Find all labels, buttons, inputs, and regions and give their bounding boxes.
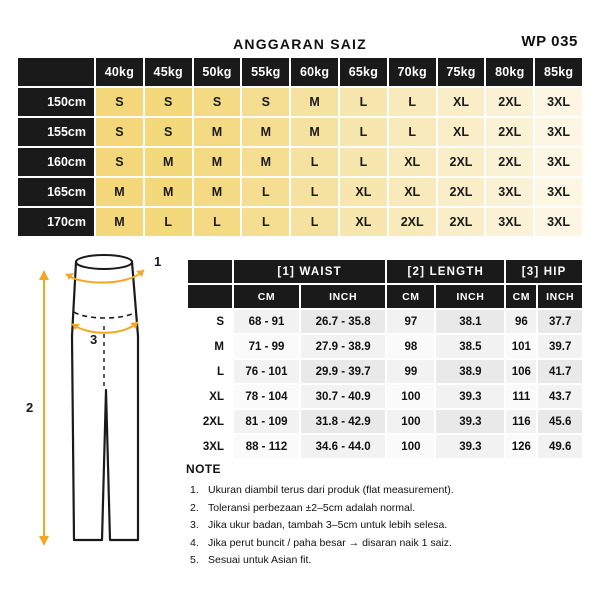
matrix-cell: L [144, 207, 193, 237]
measure-group-blank [187, 259, 233, 284]
measure-length-cm: 100 [386, 384, 435, 409]
matrix-cell: M [193, 147, 242, 177]
measure-length-inch: 38.9 [435, 359, 505, 384]
matrix-cell: XL [339, 177, 388, 207]
measure-size-label: M [187, 334, 233, 359]
measure-length-inch: 38.5 [435, 334, 505, 359]
measure-row [187, 384, 583, 409]
note-title: NOTE [186, 462, 221, 476]
matrix-cell: L [241, 177, 290, 207]
matrix-cell: XL [339, 207, 388, 237]
matrix-col-header: 65kg [339, 57, 388, 87]
matrix-row-header: 170cm [17, 207, 95, 237]
measure-sub-length-inch: INCH [435, 284, 505, 309]
matrix-row [17, 207, 583, 237]
measure-sub-waist-cm: CM [233, 284, 300, 309]
note-section [186, 462, 586, 570]
measure-length-inch: 39.3 [435, 434, 505, 459]
matrix-cell: S [95, 147, 144, 177]
measure-sub-waist-inch: INCH [300, 284, 386, 309]
note-item-text: Jika ukur badan, tambah 3–5cm untuk lebih selesa. [208, 519, 448, 531]
matrix-corner-cell [17, 57, 95, 87]
matrix-cell: 3XL [534, 117, 583, 147]
page-title: ANGGARAN SAIZ [233, 36, 367, 52]
matrix-cell: XL [388, 177, 437, 207]
matrix-cell: M [95, 177, 144, 207]
note-item [186, 517, 586, 534]
measure-waist-cm: 76 - 101 [233, 359, 300, 384]
measure-hip-cm: 111 [505, 384, 537, 409]
matrix-cell: L [388, 87, 437, 117]
matrix-col-header: 70kg [388, 57, 437, 87]
measure-sub-header-row [187, 284, 583, 309]
matrix-cell: 2XL [437, 177, 486, 207]
matrix-cell: M [290, 117, 339, 147]
matrix-cell: S [95, 87, 144, 117]
measure-size-label: XL [187, 384, 233, 409]
note-item-text: Toleransi perbezaan ±2–5cm adalah normal. [208, 501, 416, 514]
pants-measurement-diagram [14, 240, 182, 570]
matrix-cell: 2XL [485, 87, 534, 117]
measure-length-cm: 98 [386, 334, 435, 359]
matrix-col-header: 60kg [290, 57, 339, 87]
note-item [186, 552, 586, 569]
matrix-cell: XL [437, 117, 486, 147]
measure-hip-cm: 96 [505, 309, 537, 334]
measure-group-waist: [1] WAIST [233, 259, 386, 284]
matrix-col-header: 85kg [534, 57, 583, 87]
matrix-cell: S [144, 87, 193, 117]
measure-row [187, 309, 583, 334]
matrix-cell: 3XL [485, 177, 534, 207]
measure-waist-inch: 31.8 - 42.9 [300, 409, 386, 434]
measure-length-inch: 38.1 [435, 309, 505, 334]
measure-waist-inch: 29.9 - 39.7 [300, 359, 386, 384]
note-item-number: 1. [190, 484, 199, 496]
measure-waist-cm: 81 - 109 [233, 409, 300, 434]
measure-length-inch: 39.3 [435, 384, 505, 409]
matrix-cell: M [193, 177, 242, 207]
matrix-row [17, 177, 583, 207]
matrix-row [17, 87, 583, 117]
note-item-text: Sesuai untuk Asian fit. [208, 554, 312, 566]
measurement-table [186, 258, 584, 460]
measure-sub-hip-cm: CM [505, 284, 537, 309]
matrix-col-header: 55kg [241, 57, 290, 87]
matrix-cell: XL [388, 147, 437, 177]
note-item-number: 2. [190, 501, 199, 514]
measure-length-cm: 100 [386, 434, 435, 459]
measure-sub-length-cm: CM [386, 284, 435, 309]
length-arrow-head-top [39, 270, 49, 280]
matrix-cell: L [193, 207, 242, 237]
measure-waist-inch: 26.7 - 35.8 [300, 309, 386, 334]
measure-hip-inch: 45.6 [537, 409, 583, 434]
matrix-cell: M [144, 147, 193, 177]
pants-outline [72, 258, 138, 541]
note-item-text: Jika perut buncit / paha besar → disaran naik 1 saiz. [208, 536, 452, 549]
length-arrow-head-bottom [39, 536, 49, 546]
matrix-cell: S [95, 117, 144, 147]
measure-size-label: 2XL [187, 409, 233, 434]
matrix-col-header: 45kg [144, 57, 193, 87]
matrix-cell: M [95, 207, 144, 237]
matrix-cell: 3XL [534, 177, 583, 207]
matrix-col-header: 80kg [485, 57, 534, 87]
matrix-cell: 3XL [534, 147, 583, 177]
measure-row [187, 334, 583, 359]
matrix-row [17, 117, 583, 147]
note-list [186, 482, 586, 569]
measure-hip-cm: 106 [505, 359, 537, 384]
matrix-cell: S [144, 117, 193, 147]
measure-hip-cm: 101 [505, 334, 537, 359]
matrix-cell: 2XL [437, 207, 486, 237]
note-item-number: 4. [190, 536, 199, 549]
matrix-col-header: 50kg [193, 57, 242, 87]
measure-hip-inch: 49.6 [537, 434, 583, 459]
measure-sub-hip-inch: INCH [537, 284, 583, 309]
note-item-text: Ukuran diambil terus dari produk (flat measurement). [208, 484, 454, 496]
measure-hip-inch: 37.7 [537, 309, 583, 334]
measure-row [187, 409, 583, 434]
measure-row [187, 359, 583, 384]
measure-length-inch: 39.3 [435, 409, 505, 434]
measure-waist-cm: 68 - 91 [233, 309, 300, 334]
matrix-col-header: 40kg [95, 57, 144, 87]
matrix-cell: 3XL [534, 87, 583, 117]
callout-1-label: 1 [154, 254, 162, 269]
callout-3-label: 3 [90, 332, 98, 347]
matrix-cell: L [339, 147, 388, 177]
measure-size-label: 3XL [187, 434, 233, 459]
matrix-row-header: 150cm [17, 87, 95, 117]
matrix-cell: M [144, 177, 193, 207]
matrix-cell: 2XL [437, 147, 486, 177]
measure-sub-blank [187, 284, 233, 309]
matrix-cell: M [193, 117, 242, 147]
matrix-cell: 3XL [485, 207, 534, 237]
matrix-cell: M [241, 117, 290, 147]
measure-length-cm: 97 [386, 309, 435, 334]
measure-length-cm: 99 [386, 359, 435, 384]
measure-waist-cm: 71 - 99 [233, 334, 300, 359]
matrix-row-header: 165cm [17, 177, 95, 207]
note-item [186, 500, 586, 517]
matrix-col-header: 75kg [437, 57, 486, 87]
measure-row [187, 434, 583, 459]
measure-length-cm: 100 [386, 409, 435, 434]
matrix-cell: 2XL [485, 117, 534, 147]
measure-waist-inch: 34.6 - 44.0 [300, 434, 386, 459]
matrix-row-header: 160cm [17, 147, 95, 177]
matrix-cell: S [241, 87, 290, 117]
matrix-cell: L [388, 117, 437, 147]
matrix-cell: M [290, 87, 339, 117]
matrix-cell: L [290, 147, 339, 177]
measure-hip-cm: 116 [505, 409, 537, 434]
measure-waist-cm: 88 - 112 [233, 434, 300, 459]
size-matrix-table [16, 56, 584, 238]
matrix-cell: L [339, 87, 388, 117]
matrix-cell: XL [437, 87, 486, 117]
measure-waist-inch: 30.7 - 40.9 [300, 384, 386, 409]
measure-group-hip: [3] HIP [505, 259, 583, 284]
waistband-ellipse [76, 255, 132, 269]
measure-hip-inch: 43.7 [537, 384, 583, 409]
matrix-cell: L [241, 207, 290, 237]
matrix-cell: 3XL [534, 207, 583, 237]
matrix-cell: M [241, 147, 290, 177]
measure-hip-inch: 39.7 [537, 334, 583, 359]
measure-waist-inch: 27.9 - 38.9 [300, 334, 386, 359]
product-code: WP 035 [521, 33, 578, 50]
measure-group-header-row [187, 259, 583, 284]
callout-2-label: 2 [26, 400, 34, 415]
note-item [186, 482, 586, 499]
matrix-cell: L [290, 207, 339, 237]
matrix-cell: 2XL [388, 207, 437, 237]
note-item-number: 5. [190, 554, 199, 566]
header-title-row [0, 32, 600, 56]
matrix-row [17, 147, 583, 177]
measure-size-label: L [187, 359, 233, 384]
measure-hip-inch: 41.7 [537, 359, 583, 384]
matrix-cell: S [193, 87, 242, 117]
matrix-cell: L [290, 177, 339, 207]
matrix-cell: 2XL [485, 147, 534, 177]
measure-group-length: [2] LENGTH [386, 259, 505, 284]
note-item [186, 535, 586, 552]
matrix-header-row [17, 57, 583, 87]
matrix-row-header: 155cm [17, 117, 95, 147]
matrix-cell: L [339, 117, 388, 147]
note-item-number: 3. [190, 519, 199, 531]
measure-waist-cm: 78 - 104 [233, 384, 300, 409]
pants-diagram-svg [14, 240, 182, 570]
measure-hip-cm: 126 [505, 434, 537, 459]
measure-size-label: S [187, 309, 233, 334]
